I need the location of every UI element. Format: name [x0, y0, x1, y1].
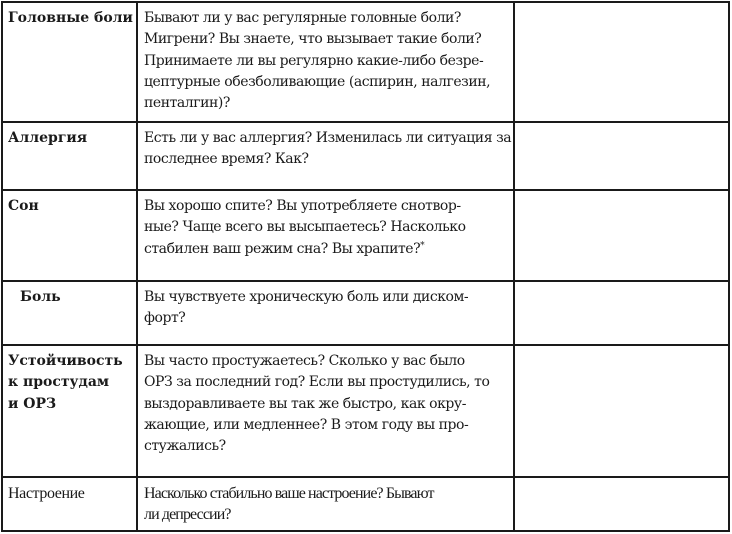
questions-cell [138, 191, 515, 280]
topic-label-line: Устойчивость [8, 353, 123, 369]
question-line: цептурные обезболивающие (аспирин, налгезин, [144, 73, 491, 90]
question-line: последнее время? Как? [144, 151, 309, 168]
footnote-mark: * [420, 240, 425, 251]
question-line [144, 239, 509, 260]
table-row-cold-resistance [3, 346, 728, 478]
topic-label-line: и ОРЗ [8, 395, 57, 412]
table-row-allergy [3, 123, 728, 191]
answer-cell[interactable] [515, 346, 728, 476]
topic-label: Аллергия [8, 130, 88, 146]
table-row-headaches [3, 3, 728, 123]
question-line: Вы хорошо спите? Вы употребляете снотвор- [144, 198, 461, 214]
question-line: Бывают ли у вас регулярные головные боли? [144, 10, 461, 26]
question-line: Вы чувствуете хроническую боль или диском- [144, 289, 469, 305]
topic-cell [3, 478, 138, 532]
question-line: Вы часто простужаетесь? Сколько у вас было [144, 353, 465, 369]
topic-label: Сон [8, 198, 39, 214]
topic-label: Настроение [8, 485, 85, 502]
answer-cell[interactable] [515, 478, 728, 532]
question-line: Есть ли у вас аллергия? Изменилась ли ситуация за [144, 130, 512, 146]
topic-label: Боль [20, 289, 61, 305]
questions-cell [138, 346, 515, 476]
topic-cell [3, 346, 138, 476]
questions-cell [138, 282, 515, 344]
question-line: пенталгин)? [144, 95, 230, 112]
answer-cell[interactable] [515, 3, 728, 121]
table-row-mood [3, 478, 728, 532]
answer-cell[interactable] [515, 123, 728, 189]
question-line: Насколько стабильно ваше настроение? Бывают [144, 485, 434, 502]
question-line: выздоравливаете вы так же быстро, как окру- [144, 395, 467, 412]
question-line: Принимаете ли вы регулярно какие-либо безре- [144, 52, 484, 69]
question-line: ные? Чаще всего вы высыпаетесь? Насколько [144, 219, 466, 236]
question-line: стужались? [144, 438, 226, 455]
answer-cell[interactable] [515, 282, 728, 344]
topic-cell [3, 123, 138, 189]
questions-cell [138, 3, 515, 121]
topic-label-line: к простудам [8, 374, 110, 391]
question-text: стабилен ваш режим сна? Вы храпите? [144, 240, 421, 257]
question-line: ОРЗ за последний год? Если вы простудились, то [144, 374, 490, 391]
topic-label: Головные боли [8, 10, 133, 26]
topic-cell [3, 191, 138, 280]
question-line: жающие, или медленнее? В этом году вы про- [144, 416, 469, 433]
question-line: форт? [144, 310, 186, 327]
table-row-pain [3, 282, 728, 346]
topic-cell [3, 282, 138, 344]
questions-cell [138, 478, 515, 532]
answer-cell[interactable] [515, 191, 728, 280]
question-line: ли депрессии? [144, 506, 231, 524]
health-questionnaire-table [1, 1, 730, 532]
question-line: Мигрени? Вы знаете, что вызывает такие боли? [144, 31, 482, 48]
topic-cell [3, 3, 138, 121]
questions-cell [138, 123, 515, 189]
table-row-sleep [3, 191, 728, 282]
